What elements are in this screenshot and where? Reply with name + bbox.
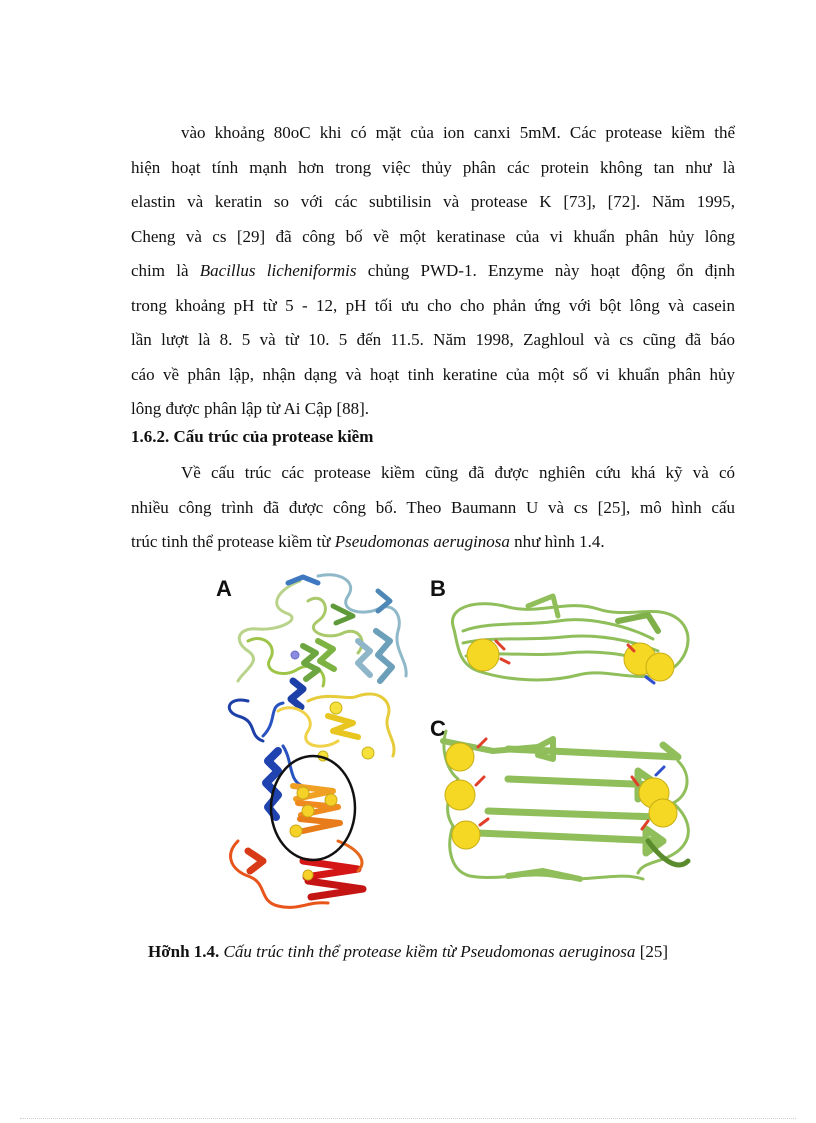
caption-text: Cấu trúc tinh thể protease kiềm từ xyxy=(219,942,461,961)
text-span: như hình 1.4. xyxy=(509,532,605,551)
paragraph-2 xyxy=(131,456,735,560)
panel-a-structure xyxy=(229,575,406,908)
panel-label-c: C xyxy=(430,716,446,741)
paragraph-1 xyxy=(131,116,735,427)
species-name: Pseudomonas aeruginosa xyxy=(334,532,510,551)
paragraph-line xyxy=(131,525,735,560)
figure-caption xyxy=(0,942,816,962)
paragraph-line: Cheng và cs [29] đã công bố về một keratinase của vi khuẩn phân hủy lông xyxy=(131,226,735,246)
protein-structure-figure xyxy=(208,571,708,931)
panel-label-b: B xyxy=(430,576,446,601)
paragraph-line: elastin và keratin so với các subtilisin và protease K [73], [72]. Năm 1995, xyxy=(131,192,735,211)
paragraph-line: lông được phân lập từ Ai Cập [88]. xyxy=(131,399,369,418)
section-heading: 1.6.2. Cấu trúc của protease kiềm xyxy=(131,427,374,446)
paragraph-line: lần lượt là 8. 5 và từ 10. 5 đến 11.5. Năm 1998, Zaghloul và cs cũng đã báo xyxy=(131,330,735,349)
panel-c-structure xyxy=(443,731,688,879)
caption-label: Hỡnh 1.4. xyxy=(147,942,220,961)
text-span: chim là xyxy=(131,261,200,280)
page-bottom-rule xyxy=(20,1118,796,1119)
panel-label-a: A xyxy=(216,576,232,601)
paragraph-line: Về cấu trúc các protease kiềm cũng đã được nghiên cứu khá kỹ và có xyxy=(181,463,735,482)
caption-species: Pseudomonas aeruginosa xyxy=(460,942,636,961)
text-span: trúc tinh thể protease kiềm từ xyxy=(131,532,335,551)
paragraph-line: cáo về phân lập, nhận dạng và hoạt tinh keratine của một số vi khuẩn phân hủy xyxy=(131,364,735,384)
paragraph-line: nhiều công trình đã được công bố. Theo Baumann U và cs [25], mô hình cấu xyxy=(131,497,735,517)
species-name: Bacillus licheniformis xyxy=(199,261,357,280)
text-span: chủng PWD-1. Enzyme này hoạt động ổn định xyxy=(356,261,735,280)
paragraph-line: vào khoảng 80oC khi có mặt của ion canxi 5mM. Các protease kiềm thể xyxy=(181,123,735,142)
paragraph-line: hiện hoạt tính mạnh hơn trong việc thủy phân các protein không tan như là xyxy=(131,157,735,177)
paragraph-line xyxy=(131,254,735,289)
panel-b-structure xyxy=(452,596,688,683)
protein-structure-illustration xyxy=(208,571,708,931)
paragraph-line: trong khoảng pH từ 5 - 12, pH tối ưu cho cho phản ứng với bột lông và casein xyxy=(131,295,735,315)
caption-reference: [25] xyxy=(635,942,669,961)
